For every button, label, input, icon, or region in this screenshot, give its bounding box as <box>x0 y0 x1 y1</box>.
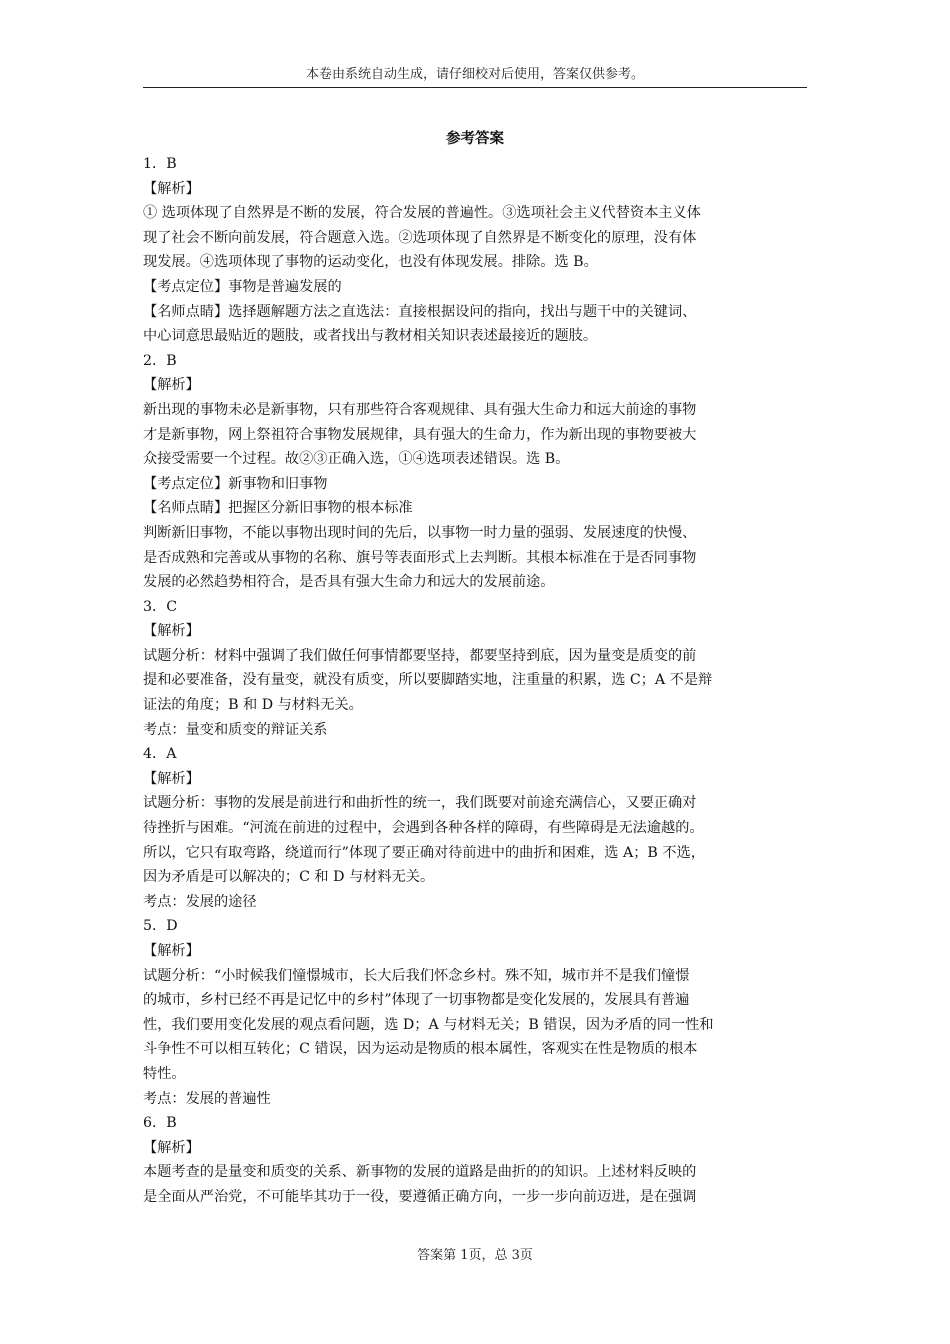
text-line: 因为矛盾是可以解决的；C 和 D 与材料无关。 <box>143 869 435 886</box>
text-line: 中心词意思最贴近的题肢，或者找出与教材相关知识表述最接近的题肢。 <box>143 328 598 345</box>
text-line: 考点：发展的普遍性 <box>143 1090 271 1107</box>
text-line: 所以，它只有取弯路，绕道而行”体现了要正确对待前进中的曲折和困难，选 A；B 不选， <box>143 844 705 861</box>
text-line: 斗争性不可以相互转化；C 错误，因为运动是物质的根本属性，客观实在性是物质的根本 <box>143 1041 698 1058</box>
text-line: 【考点定位】新事物和旧事物 <box>143 475 328 492</box>
text-line: 新出现的事物未必是新事物，只有那些符合客观规律、具有强大生命力和远大前途的事物 <box>143 401 697 418</box>
answer-content <box>143 152 823 1210</box>
text-line: 考点：发展的途径 <box>143 893 257 910</box>
text-line: 3．C <box>143 598 178 615</box>
text-line: 待挫折与困难。“河流在前进的过程中，会遇到各种各样的障碍，有些障碍是无法逾越的。 <box>143 820 704 837</box>
text-line: 【解析】 <box>143 770 200 787</box>
text-line: 的城市，乡村已经不再是记忆中的乡村”体现了一切事物都是变化发展的，发展具有普遍 <box>143 992 690 1009</box>
text-line: 【解析】 <box>143 377 200 394</box>
text-line: 【解析】 <box>143 180 200 197</box>
text-line: 现了社会不断向前发展，符合题意入选。②选项体现了自然界是不断变化的原理，没有体 <box>143 229 697 246</box>
text-line: 【考点定位】事物是普遍发展的 <box>143 278 342 295</box>
text-line: 考点：量变和质变的辩证关系 <box>143 721 328 738</box>
text-line: 1．B <box>143 156 177 172</box>
text-line: 发展的必然趋势相符合，是否具有强大生命力和远大的发展前途。 <box>143 574 555 591</box>
text-line: 试题分析：“小时候我们憧憬城市，长大后我们怀念乡村。殊不知，城市并不是我们憧憬 <box>143 967 690 984</box>
text-line: 【解析】 <box>143 623 200 640</box>
text-line: 5．D <box>143 918 178 935</box>
text-line: 现发展。④选项体现了事物的运动变化，也没有体现发展。排除。选 B。 <box>143 254 598 271</box>
text-line: 提和必要准备，没有量变，就没有质变，所以要脚踏实地，注重量的积累，选 C；A 不是辩 <box>143 672 713 689</box>
text-line: 是否成熟和完善或从事物的名称、旗号等表面形式上去判断。其根本标准在于是否同事物 <box>143 549 697 566</box>
text-line: 判断新旧事物，不能以事物出现时间的先后，以事物一时力量的强弱、发展速度的快慢、 <box>143 524 697 541</box>
text-line: 试题分析：事物的发展是前进行和曲折性的统一，我们既要对前途充满信心，又要正确对 <box>143 795 697 812</box>
text-line: 2．B <box>143 352 177 369</box>
page-header: 本卷由系统自动生成，请仔细校对后使用，答案仅供参考。 <box>143 66 807 88</box>
text-line: 【解析】 <box>143 1139 200 1156</box>
text-line: 【名师点睛】选择题解题方法之直选法：直接根据设问的指向，找出与题干中的关键词、 <box>143 303 697 320</box>
page-footer: 答案第 1页，总 3页 <box>417 1248 533 1263</box>
text-line: 试题分析：材料中强调了我们做任何事情都要坚持，都要坚持到底，因为量变是质变的前 <box>143 647 697 664</box>
text-line: 本题考查的是量变和质变的关系、新事物的发展的道路是曲折的的知识。上述材料反映的 <box>143 1164 697 1181</box>
text-line: 【解析】 <box>143 943 200 959</box>
text-line: 才是新事物，网上祭祖符合事物发展规律，具有强大的生命力，作为新出现的事物要被大 <box>143 426 697 443</box>
text-line: 特性。 <box>143 1065 186 1082</box>
text-line: 【名师点睛】把握区分新旧事物的根本标准 <box>143 500 413 517</box>
text-line: 4．A <box>143 746 177 763</box>
text-line: 6．B <box>143 1115 177 1132</box>
text-line: 性，我们要用变化发展的观点看问题，选 D；A 与材料无关；B 错误，因为矛盾的同一性和 <box>143 1016 714 1033</box>
page-title: 参考答案 <box>446 130 504 147</box>
text-line: ① 选项体现了自然界是不断的发展，符合发展的普遍性。③选项社会主义代替资本主义体 <box>143 205 701 222</box>
text-line: 是全面从严治党，不可能毕其功于一役，要遵循正确方向，一步一步向前迈进，是在强调 <box>143 1188 697 1205</box>
text-line: 众接受需要一个过程。故②③正确入选，①④选项表述错误。选 B。 <box>143 451 570 468</box>
text-line: 证法的角度；B 和 D 与材料无关。 <box>143 697 363 714</box>
